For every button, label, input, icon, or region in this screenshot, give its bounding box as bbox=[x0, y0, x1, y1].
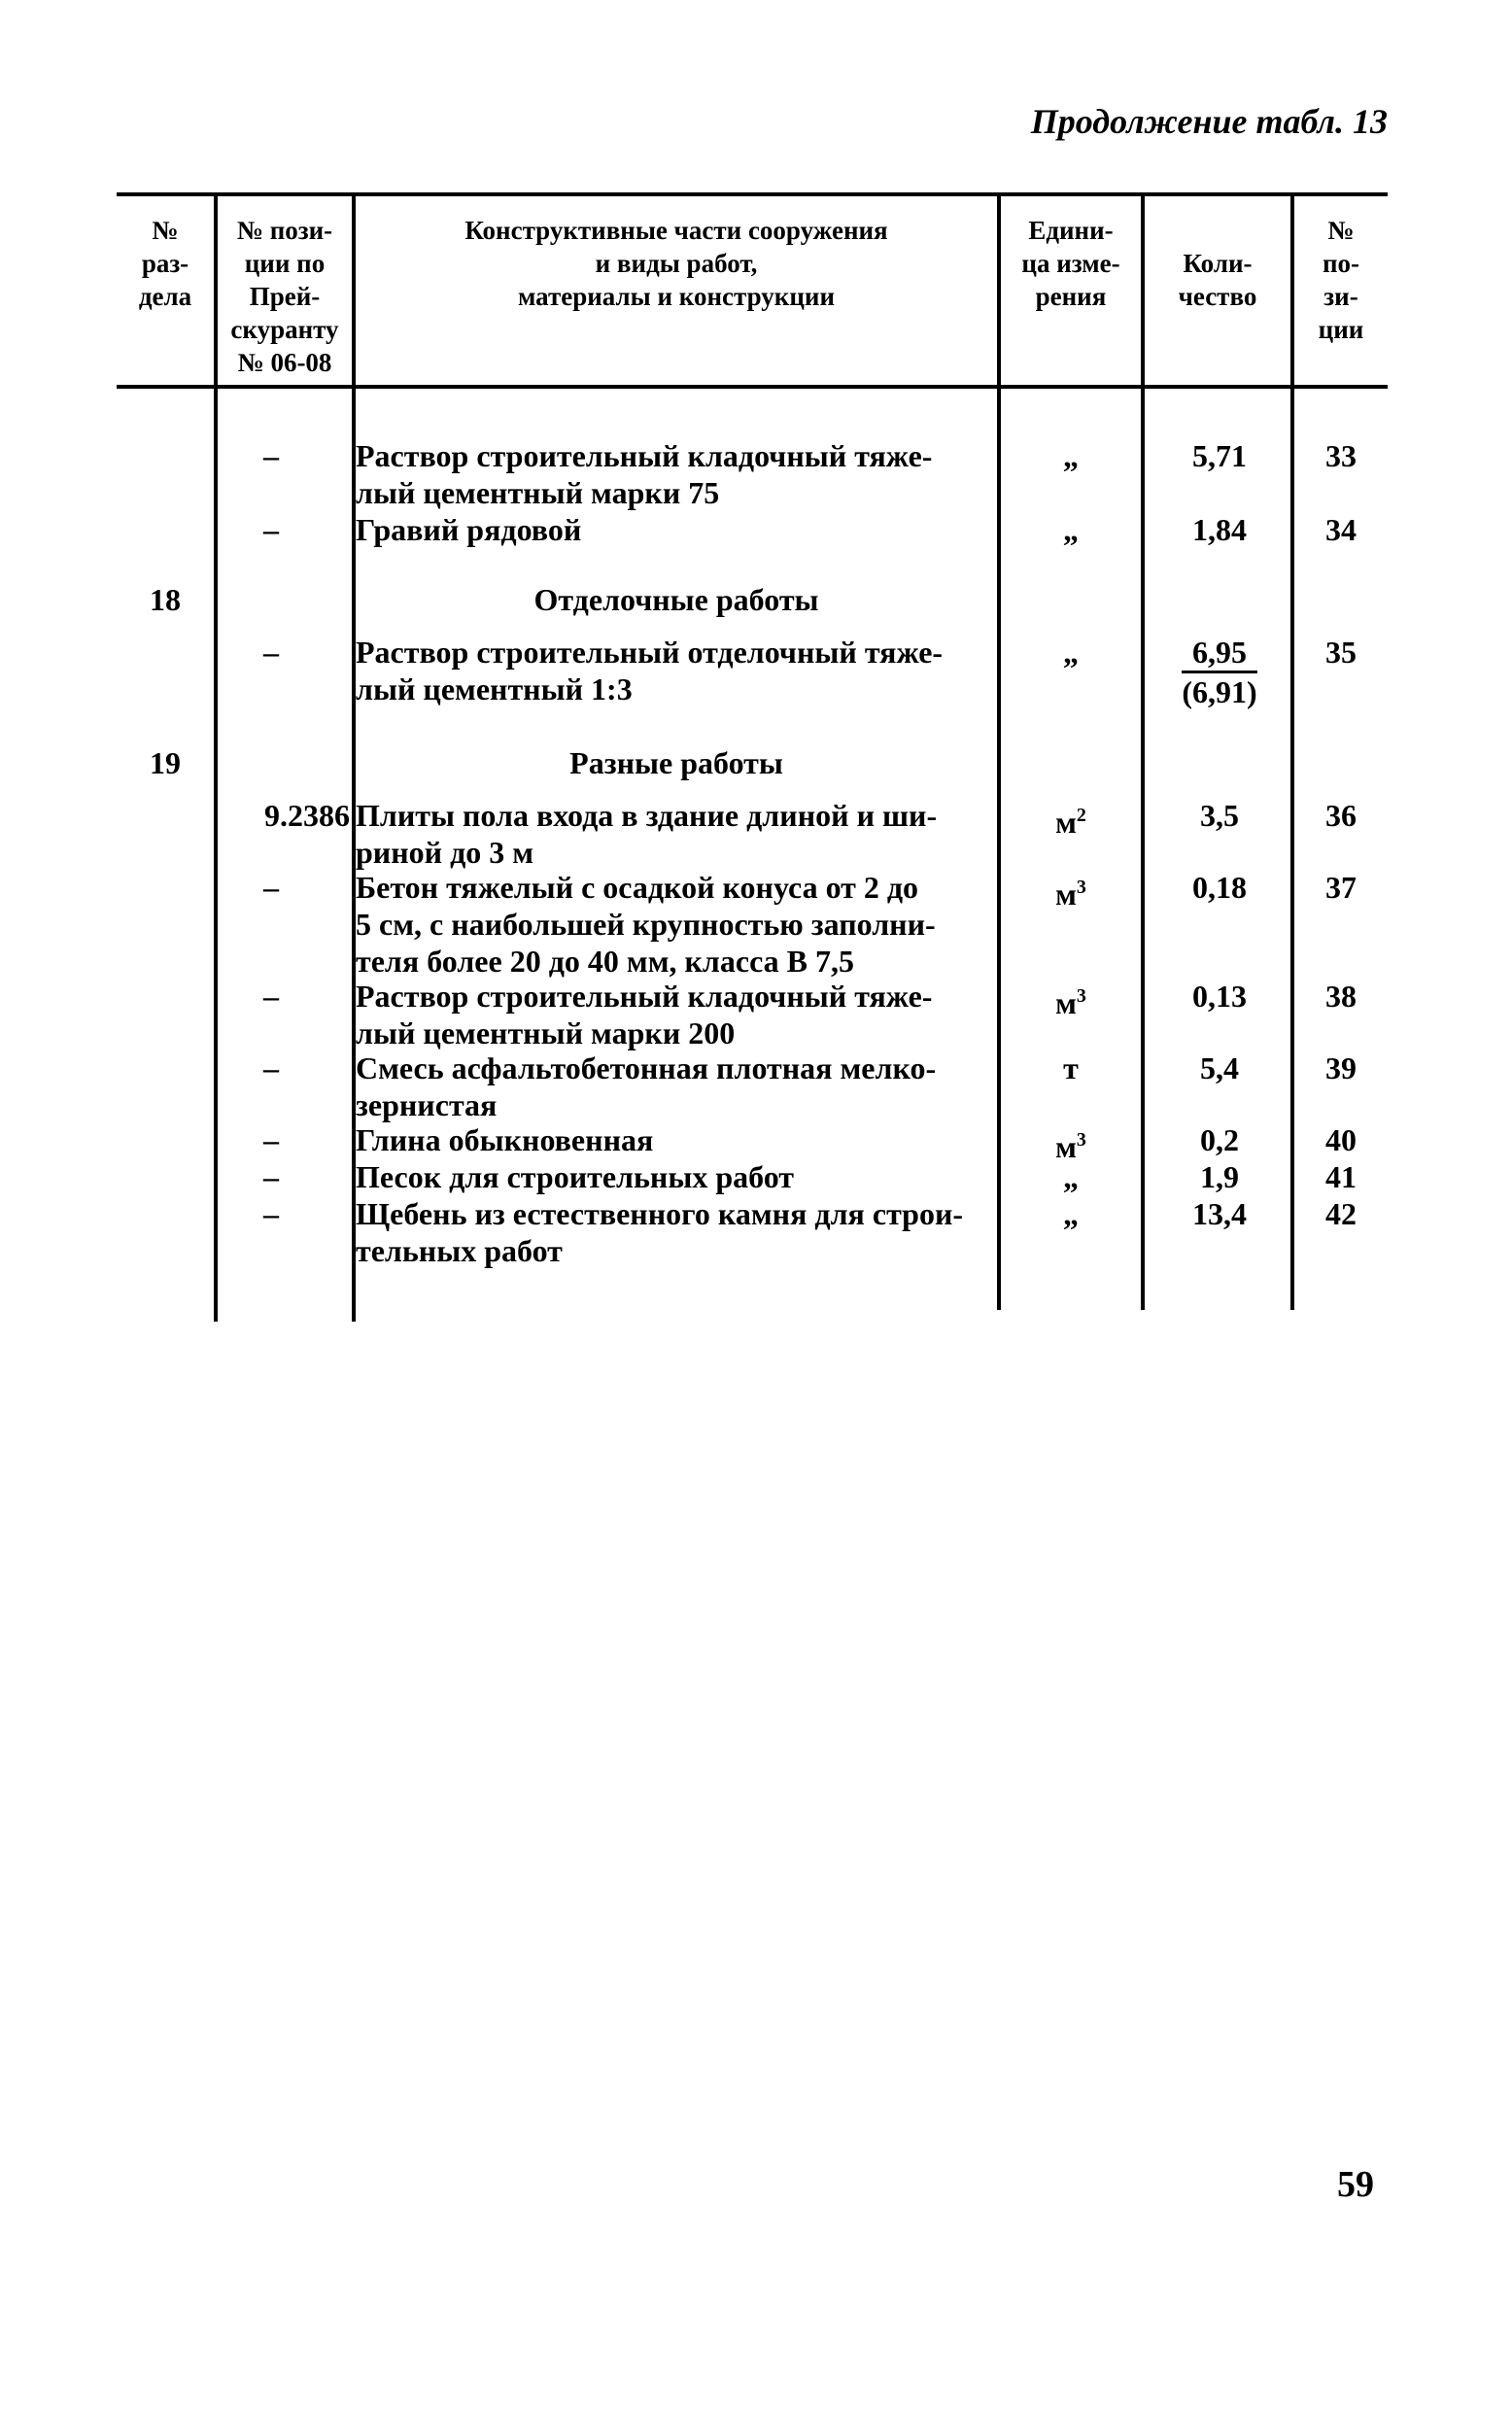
page-number: 59 bbox=[1337, 2164, 1374, 2205]
price-position: – bbox=[263, 635, 279, 670]
section-title: Отделочные работы bbox=[533, 582, 819, 617]
quantity-bottom: (6,91) bbox=[1182, 674, 1257, 709]
position-no: 38 bbox=[1325, 979, 1357, 1014]
section-number: 19 bbox=[150, 745, 181, 780]
unit: „ bbox=[1063, 512, 1079, 547]
description-line: Бетон тяжелый с осадкой конуса от 2 до bbox=[356, 870, 919, 905]
price-position: – bbox=[263, 1050, 279, 1085]
price-position: – bbox=[263, 438, 279, 473]
position-no: 39 bbox=[1325, 1050, 1357, 1085]
quantity: 1,9 bbox=[1200, 1159, 1239, 1194]
header-text: № bbox=[152, 216, 179, 245]
header-text: дела bbox=[138, 282, 192, 311]
header-text: зи- bbox=[1323, 282, 1358, 311]
position-no: 37 bbox=[1325, 870, 1357, 905]
position-no: 33 bbox=[1325, 438, 1357, 473]
header-text: № пози- bbox=[236, 216, 333, 245]
description-line: Плиты пола входа в здание длиной и ши- bbox=[356, 798, 938, 833]
quantity: 0,2 bbox=[1200, 1122, 1239, 1157]
header-description bbox=[356, 214, 997, 313]
item-description bbox=[356, 511, 997, 548]
item-description bbox=[356, 797, 997, 871]
unit: т bbox=[1063, 1050, 1079, 1085]
unit bbox=[1003, 869, 1139, 912]
table-row bbox=[117, 1195, 1388, 1273]
table-row bbox=[117, 511, 1388, 550]
header-text: чество bbox=[1178, 282, 1257, 311]
header-text: Едини- bbox=[1028, 216, 1114, 245]
unit-text: м bbox=[1055, 805, 1077, 840]
table-row bbox=[117, 634, 1388, 711]
header-text: Коли- bbox=[1183, 249, 1253, 278]
header-text: № bbox=[1327, 216, 1355, 245]
quantity: 0,13 bbox=[1192, 979, 1247, 1014]
unit bbox=[1003, 797, 1139, 841]
quantity: 3,5 bbox=[1200, 798, 1239, 833]
header-price-position bbox=[218, 214, 352, 379]
unit bbox=[1003, 978, 1139, 1021]
description-line: зернистая bbox=[356, 1087, 498, 1122]
price-position: 9.2386 bbox=[264, 798, 350, 833]
description-line: 5 см, с наибольшей крупностью заполни- bbox=[356, 907, 936, 942]
description-line: Песок для строительных работ bbox=[356, 1159, 795, 1194]
unit-exponent: 3 bbox=[1076, 1129, 1086, 1151]
table-row bbox=[117, 1050, 1388, 1127]
description-line: Смесь асфальтобетонная плотная мелко- bbox=[356, 1050, 937, 1085]
unit-exponent: 3 bbox=[1076, 985, 1086, 1007]
unit-text: м bbox=[1055, 1129, 1077, 1164]
table-top-rule bbox=[117, 192, 1388, 196]
item-description bbox=[356, 1195, 997, 1269]
item-description bbox=[356, 869, 997, 980]
unit-exponent: 3 bbox=[1076, 877, 1086, 898]
description-line: Щебень из естественного камня для строи- bbox=[356, 1196, 964, 1231]
quantity-fraction bbox=[1147, 634, 1292, 710]
description-line: тельных работ bbox=[356, 1233, 563, 1268]
quantity: 0,18 bbox=[1192, 870, 1247, 905]
item-description bbox=[356, 978, 997, 1051]
description-line: лый цементный марки 200 bbox=[356, 1015, 736, 1050]
description-line: лый цементный 1:3 bbox=[356, 671, 633, 706]
unit-exponent: 2 bbox=[1076, 805, 1086, 826]
table-row bbox=[117, 869, 1388, 981]
header-text: и виды работ, bbox=[595, 249, 758, 278]
table-row bbox=[117, 437, 1388, 515]
section-row bbox=[117, 744, 1388, 783]
quantity: 13,4 bbox=[1192, 1196, 1247, 1231]
position-no: 35 bbox=[1325, 635, 1357, 670]
price-position: – bbox=[263, 1159, 279, 1194]
item-description bbox=[356, 1158, 997, 1195]
header-text: ции по bbox=[244, 249, 326, 278]
quantity-top: 6,95 bbox=[1182, 634, 1256, 673]
item-description bbox=[356, 1121, 997, 1158]
description-line: Гравий рядовой bbox=[356, 512, 582, 547]
price-position: – bbox=[263, 1122, 279, 1157]
header-text: материалы и конструкции bbox=[517, 282, 836, 311]
table-row bbox=[117, 1158, 1388, 1197]
section-number: 18 bbox=[150, 582, 181, 617]
position-no: 36 bbox=[1325, 798, 1357, 833]
price-position: – bbox=[263, 512, 279, 547]
quantity: 5,71 bbox=[1192, 438, 1247, 473]
price-position: – bbox=[263, 979, 279, 1014]
header-text: по- bbox=[1322, 249, 1360, 278]
unit-text: м bbox=[1055, 877, 1077, 912]
table-row bbox=[117, 797, 1388, 875]
description-line: лый цементный марки 75 bbox=[356, 475, 720, 510]
item-description bbox=[356, 634, 997, 707]
header-text: рения bbox=[1035, 282, 1107, 311]
header-text: раз- bbox=[141, 249, 189, 278]
position-no: 41 bbox=[1325, 1159, 1357, 1194]
header-quantity bbox=[1145, 247, 1290, 313]
table-caption: Продолжение табл. 13 bbox=[1030, 102, 1388, 141]
section-title: Разные работы bbox=[569, 745, 783, 780]
price-position: – bbox=[263, 1196, 279, 1231]
header-unit bbox=[1001, 214, 1141, 313]
description-line: Глина обыкновенная bbox=[356, 1122, 654, 1157]
price-position: – bbox=[263, 870, 279, 905]
table-row bbox=[117, 1121, 1388, 1164]
fraction bbox=[1182, 634, 1256, 710]
section-row bbox=[117, 581, 1388, 620]
unit-text: м bbox=[1055, 985, 1077, 1020]
quantity: 5,4 bbox=[1200, 1050, 1239, 1085]
position-no: 40 bbox=[1325, 1122, 1357, 1157]
header-text: ца изме- bbox=[1021, 249, 1120, 278]
header-bottom-rule bbox=[117, 385, 1388, 389]
position-no: 34 bbox=[1325, 512, 1357, 547]
description-line: риной до 3 м bbox=[356, 835, 534, 870]
header-section-no bbox=[117, 214, 214, 313]
item-description bbox=[356, 1050, 997, 1123]
description-line: Раствор строительный кладочный тяже- bbox=[356, 438, 933, 473]
quantity: 1,84 bbox=[1192, 512, 1247, 547]
unit: „ bbox=[1063, 635, 1079, 670]
header-text: скуранту bbox=[230, 315, 339, 344]
position-no: 42 bbox=[1325, 1196, 1357, 1231]
header-position-no bbox=[1294, 214, 1388, 346]
unit: „ bbox=[1063, 1159, 1079, 1194]
description-line: Раствор строительный кладочный тяже- bbox=[356, 979, 933, 1014]
unit: „ bbox=[1063, 1196, 1079, 1231]
materials-table bbox=[117, 192, 1388, 1322]
header-text: Конструктивные части сооружения bbox=[464, 216, 888, 245]
item-description bbox=[356, 437, 997, 511]
unit: „ bbox=[1063, 438, 1079, 473]
description-line: Раствор строительный отделочный тяже- bbox=[356, 635, 944, 670]
description-line: теля более 20 до 40 мм, класса В 7,5 bbox=[356, 944, 855, 979]
header-text: ции bbox=[1318, 315, 1364, 344]
header-text: № 06-08 bbox=[237, 348, 332, 377]
header-text: Прей- bbox=[249, 282, 321, 311]
table-row bbox=[117, 978, 1388, 1055]
